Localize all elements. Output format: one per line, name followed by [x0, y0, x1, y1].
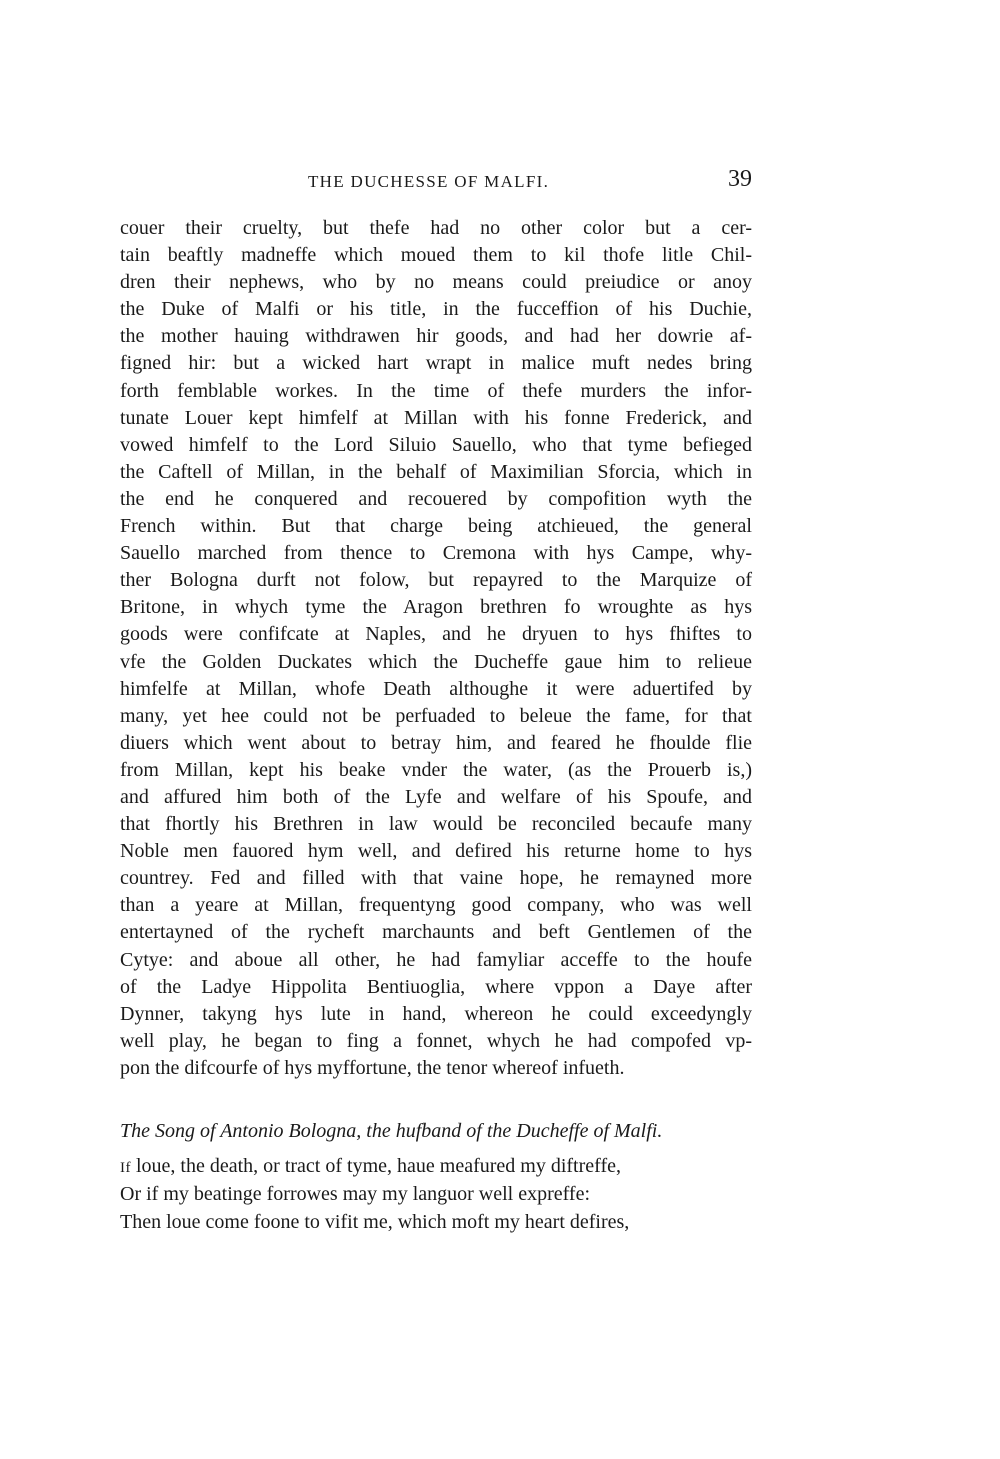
body-text [120, 215, 752, 1082]
text-line: Sauello marched from thence to Cremona with hys Campe, why- [120, 542, 752, 565]
text-line: the Caftell of Millan, in the behalf of Maximilian Sforcia, which in [120, 460, 752, 483]
text-line: Noble men fauored hym well, and defired his returne home to hys [120, 840, 752, 863]
text-line: dren their nephews, who by no means could preiudice or anoy [120, 271, 752, 294]
text-line: the mother hauing withdrawen hir goods, and had her dowrie af- [120, 325, 752, 348]
verse-initial: If [120, 1160, 131, 1176]
text-line: than a yeare at Millan, frequentyng good company, who was well [120, 894, 752, 917]
text-line: that fhortly his Brethren in law would be reconciled becaufe many [120, 813, 752, 836]
page-number: 39 [728, 166, 752, 192]
text-line: well play, he began to fing a fonnet, whych he had compofed vp- [120, 1029, 752, 1052]
text-line: the end he conquered and recouered by compofition wyth the [120, 487, 752, 510]
text-line: tunate Louer kept himfelf at Millan with his fonne Frederick, and [120, 406, 752, 429]
text-line: from Millan, kept his beake vnder the water, (as the Prouerb is,) [120, 758, 752, 781]
running-header [120, 166, 752, 196]
verse-line [120, 1152, 760, 1180]
running-title: THE DUCHESSE OF MALFI. [308, 172, 550, 191]
text-line: Cytye: and aboue all other, he had famyliar acceffe to the houfe [120, 948, 752, 971]
text-line: goods were confifcate at Naples, and he dryuen to hys fhiftes to [120, 623, 752, 646]
song-verse [120, 1152, 760, 1236]
text-line: couer their cruelty, but thefe had no other color but a cer- [120, 217, 752, 239]
text-line: French within. But that charge being atchieued, the general [120, 515, 752, 538]
text-line: forth femblable workes. In the time of thefe murders the infor- [120, 379, 752, 402]
text-line: pon the difcourfe of hys myffortune, the tenor whereof infueth. [120, 1056, 625, 1079]
text-line: and affured him both of the Lyfe and welfare of his Spoufe, and [120, 785, 752, 808]
verse-line: Then loue come foone to vifit me, which moft my heart defires, [120, 1211, 630, 1233]
text-line: Britone, in whych tyme the Aragon brethren fo wroughte as hys [120, 596, 752, 619]
text-line: entertayned of the rycheft marchaunts and beft Gentlemen of the [120, 921, 752, 944]
verse-line: Or if my beatinge forrowes may my languor well expreffe: [120, 1183, 591, 1205]
text-line: Dynner, takyng hys lute in hand, whereon he could exceedyngly [120, 1002, 752, 1025]
text-line: the Duke of Malfi or his title, in the fucceffion of his Duchie, [120, 298, 752, 321]
text-line: diuers which went about to betray him, and feared he fhoulde flie [120, 731, 752, 754]
text-line: vowed himfelf to the Lord Siluio Sauello, who that tyme befieged [120, 433, 752, 456]
text-line: of the Ladye Hippolita Bentiuoglia, where vppon a Daye after [120, 975, 752, 998]
song-heading: The Song of Antonio Bologna, the hufband of the Ducheffe of Malfi. [120, 1120, 663, 1142]
text-line: tain beaftly madneffe which moued them to kil thofe litle Chil- [120, 244, 752, 267]
text-line: vfe the Golden Duckates which the Ducheffe gaue him to relieue [120, 650, 752, 673]
text-line: himfelfe at Millan, whofe Death althoughe it were aduertifed by [120, 677, 752, 700]
text-line: figned hir: but a wicked hart wrapt in malice muft nedes bring [120, 352, 752, 375]
verse-line-text: loue, the death, or tract of tyme, haue meafured my diftreffe, [131, 1155, 621, 1177]
text-line: many, yet hee could not be perfuaded to beleue the fame, for that [120, 704, 752, 727]
text-line: countrey. Fed and filled with that vaine hope, he remayned more [120, 867, 752, 890]
text-line: ther Bologna durft not folow, but repayred to the Marquize of [120, 569, 752, 592]
